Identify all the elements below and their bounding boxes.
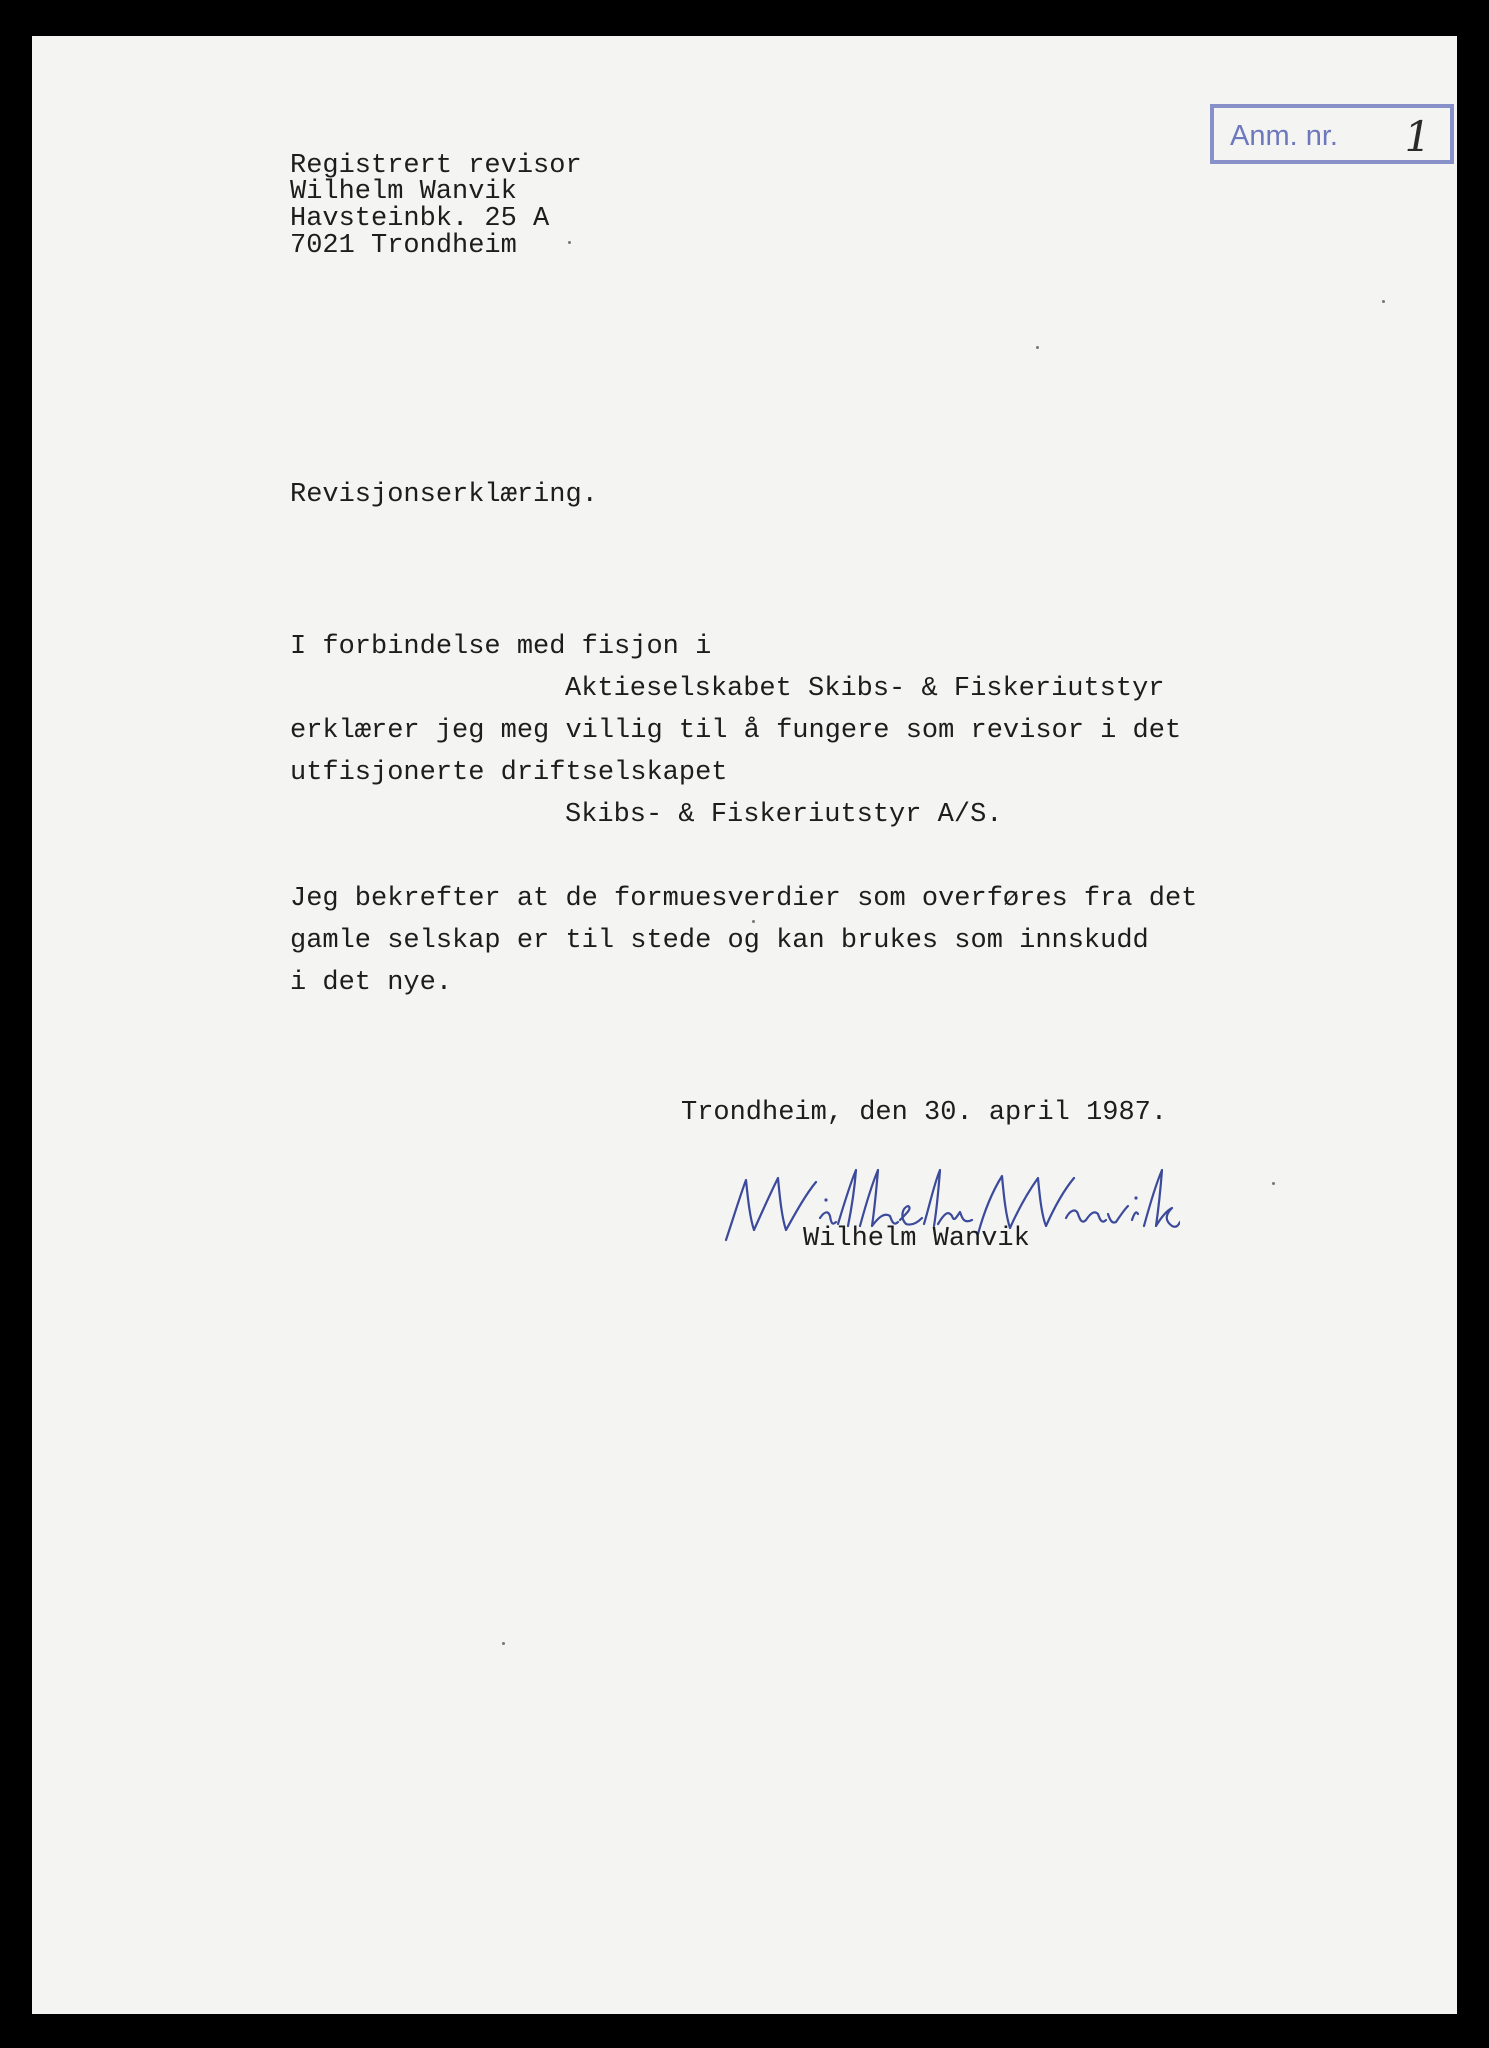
signer-name: Wilhelm Wanvik [803,1224,1030,1254]
body-line: utfisjonerte driftselskapet [290,758,728,788]
new-company-name: Skibs- & Fiskeriutstyr A/S. [565,800,1003,830]
place-date: Trondheim, den 30. april 1987. [681,1098,1168,1128]
document-page [32,36,1457,2014]
paper-speck [568,241,571,244]
subject-line: Revisjonserklæring. [290,480,598,510]
registration-stamp [1210,104,1454,164]
body-line: erklærer jeg meg villig til å fungere som revisor i det [290,716,1182,746]
paper-speck [502,1642,505,1645]
paper-speck [1036,346,1039,349]
sender-name: Wilhelm Wanvik [290,177,517,207]
stamp-label: Anm. nr. [1230,120,1338,152]
paper-speck [752,920,755,923]
paper-speck [1272,1182,1275,1185]
body-line: gamle selskap er til stede og kan brukes som innskudd [290,926,1149,956]
company-name: Aktieselskabet Skibs- & Fiskeriutstyr [565,674,1165,704]
body-line: Jeg bekrefter at de formuesverdier som overføres fra det [290,884,1198,914]
body-line: i det nye. [290,968,453,998]
body-line: I forbindelse med fisjon i [290,632,712,662]
stamp-number: 1 [1399,112,1436,161]
sender-city: 7021 Trondheim [290,231,517,261]
sender-title: Registrert revisor [290,151,582,181]
sender-street: Havsteinbk. 25 A [290,204,550,234]
paper-speck [1382,300,1385,303]
